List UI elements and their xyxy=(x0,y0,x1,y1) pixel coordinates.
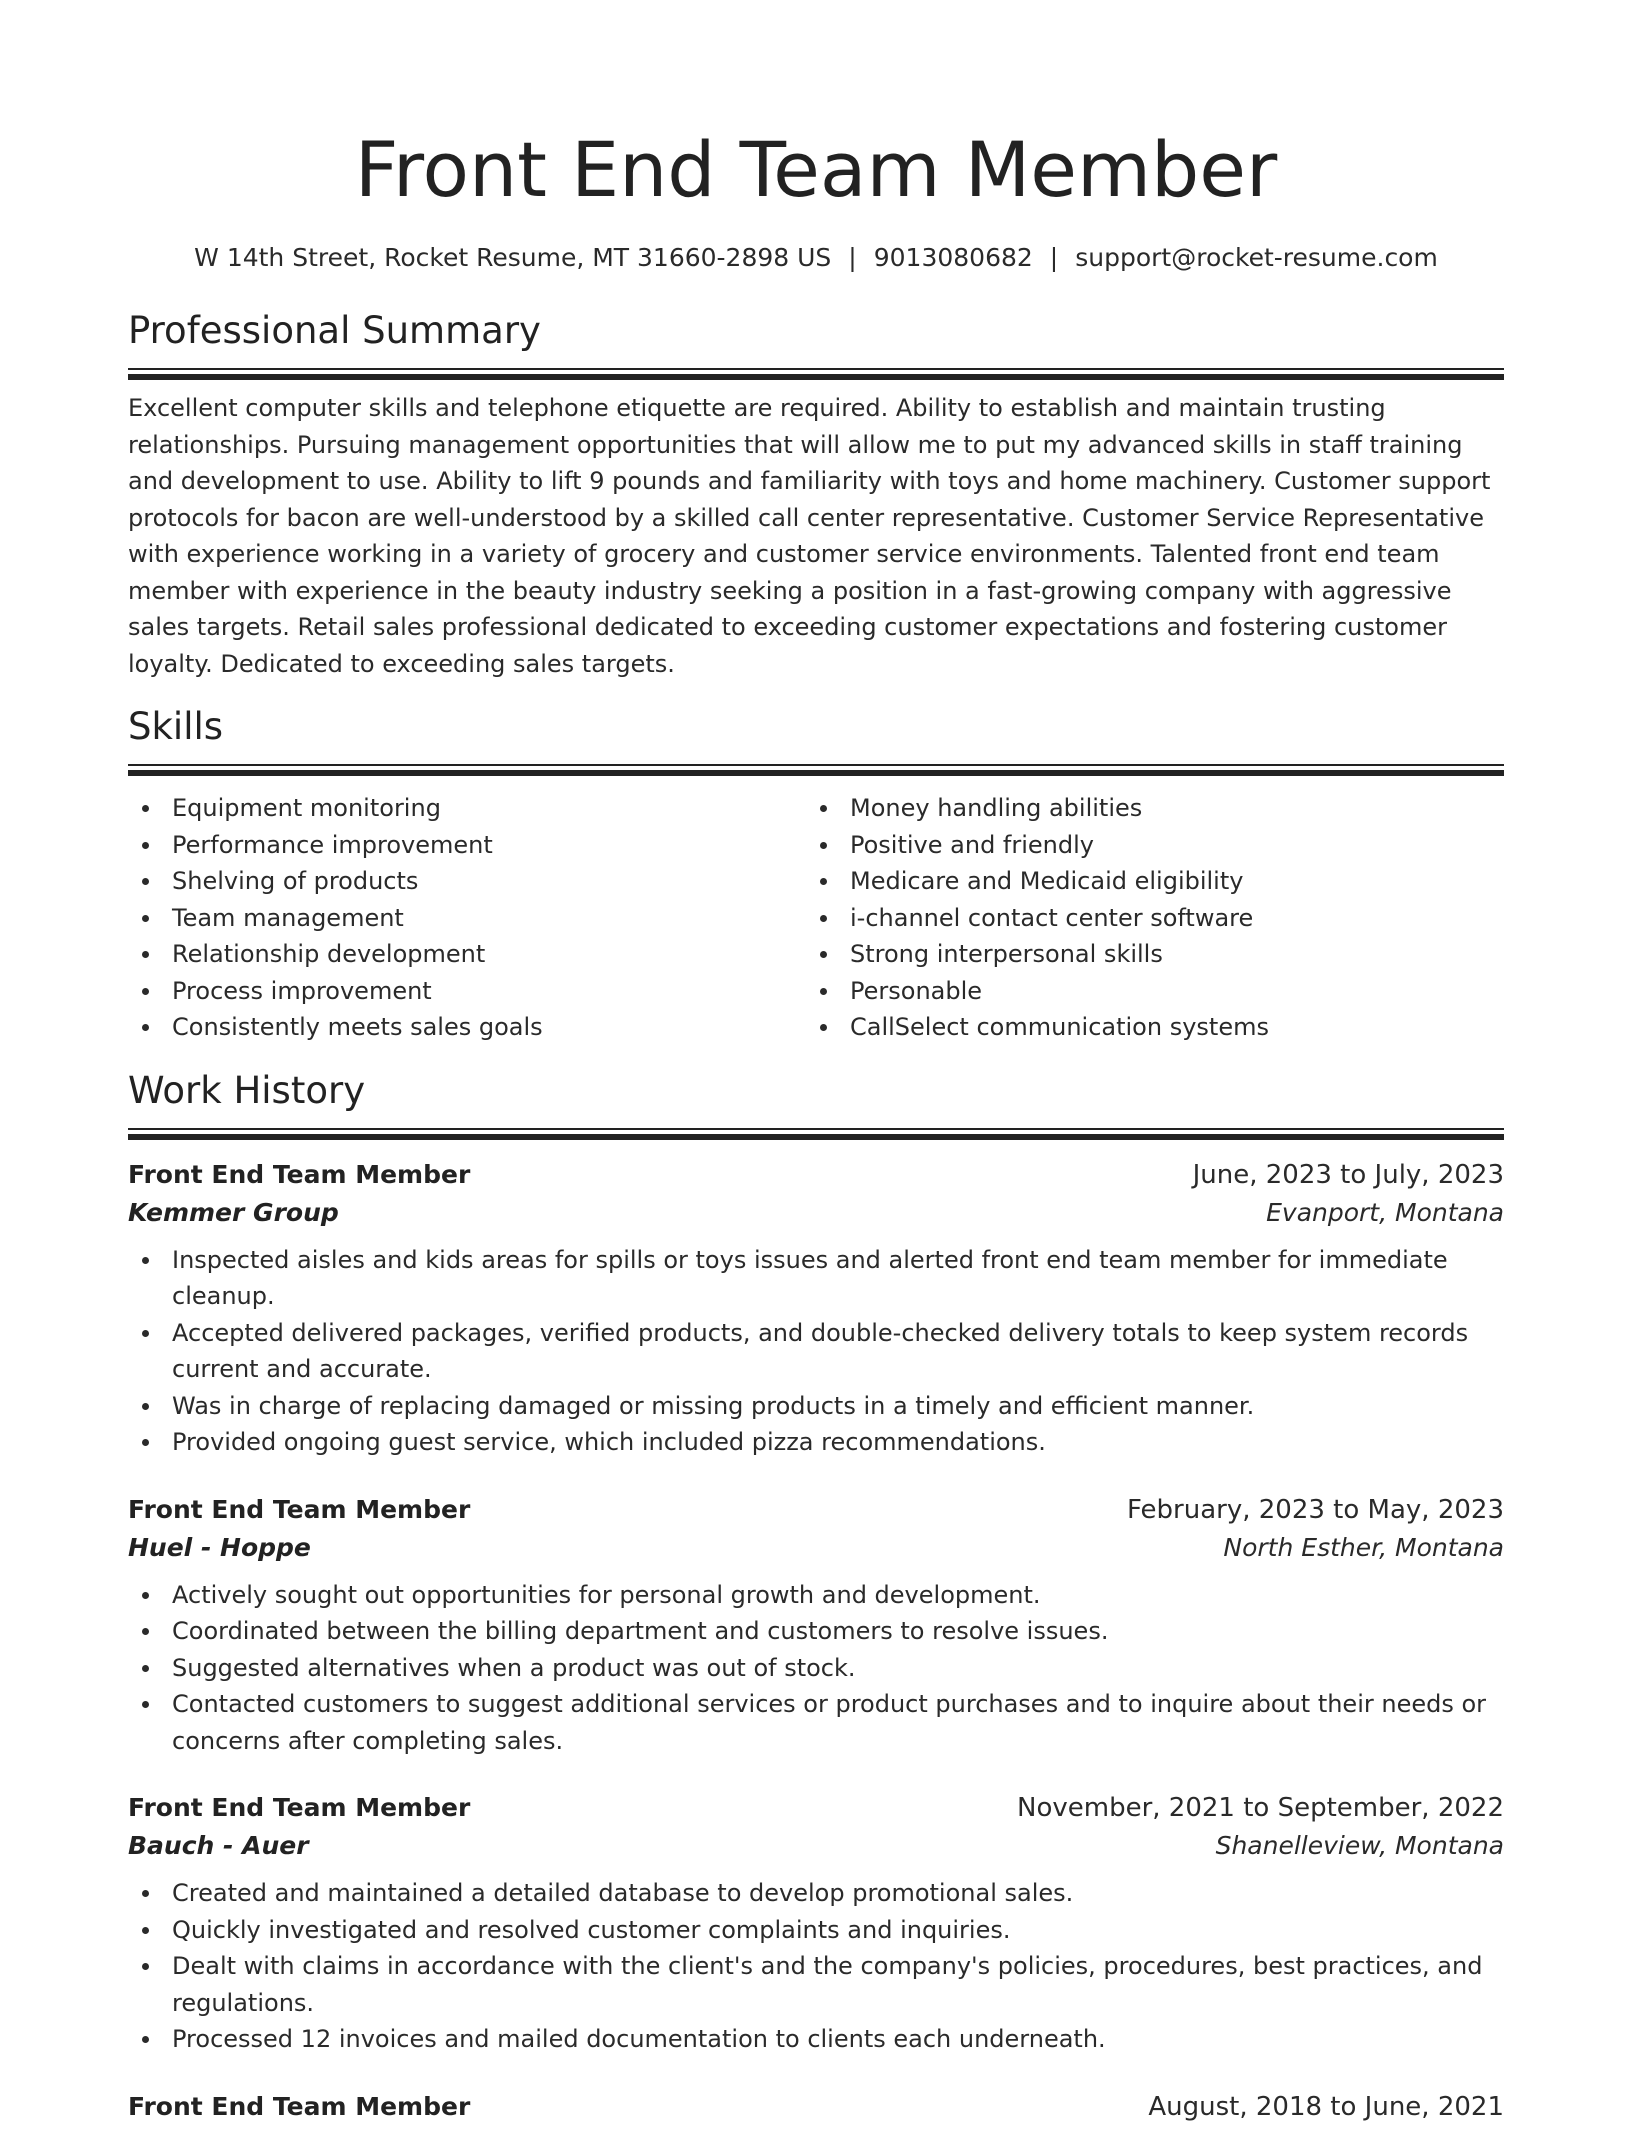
resume-page xyxy=(128,0,1504,2156)
skill-item: Consistently meets sales goals xyxy=(128,1009,806,1046)
skills-right-list xyxy=(806,790,1484,1046)
job-title: Front End Team Member xyxy=(128,1494,471,1524)
job-company: Bauch - Auer xyxy=(128,1831,309,1860)
section-title-summary: Professional Summary xyxy=(128,309,541,352)
job-bullet: Actively sought out opportunities for personal growth and development. xyxy=(128,1577,1504,1614)
job-bullet-list xyxy=(128,1242,1504,1461)
skill-item: Strong interpersonal skills xyxy=(806,936,1484,973)
job-dates: February, 2023 to May, 2023 xyxy=(1127,1494,1504,1525)
skill-item: Medicare and Medicaid eligibility xyxy=(806,863,1484,900)
job-subheader xyxy=(128,1194,1504,1232)
skill-item: i-channel contact center software xyxy=(806,900,1484,937)
skill-item: Relationship development xyxy=(128,936,806,973)
contact-line xyxy=(128,240,1504,276)
job-dates: November, 2021 to September, 2022 xyxy=(1017,1793,1504,1823)
skill-item: Process improvement xyxy=(128,973,806,1010)
section-title-work: Work History xyxy=(128,1068,366,1112)
contact-separator: | xyxy=(848,243,857,272)
job-bullet: Was in charge of replacing damaged or missing products in a timely and efficient manner. xyxy=(128,1388,1504,1425)
job-header xyxy=(128,2088,1504,2126)
skills-grid xyxy=(128,790,1504,1046)
skill-item: Personable xyxy=(806,973,1484,1010)
job-title: Front End Team Member xyxy=(128,1793,471,1822)
job-subheader xyxy=(128,1827,1504,1865)
job-bullet: Inspected aisles and kids areas for spills or toys issues and alerted front end team member for immediate cleanup. xyxy=(128,1242,1504,1315)
job-entry xyxy=(128,1156,1504,1461)
job-location: Shanelleview, Montana xyxy=(1215,1831,1504,1860)
job-bullet: Suggested alternatives when a product was out of stock. xyxy=(128,1650,1504,1687)
work-section xyxy=(128,1068,1504,2126)
skill-item: Shelving of products xyxy=(128,863,806,900)
job-bullet-list xyxy=(128,1577,1504,1760)
section-rule xyxy=(128,1128,1504,1140)
section-title-skills: Skills xyxy=(128,705,224,748)
summary-section xyxy=(128,308,1504,682)
job-location: Evanport, Montana xyxy=(1266,1197,1504,1227)
job-entry xyxy=(128,2088,1504,2126)
job-bullet: Accepted delivered packages, verified products, and double-checked delivery totals to keep system records current and accurate. xyxy=(128,1315,1504,1388)
skills-left-list xyxy=(128,790,806,1046)
job-company: Kemmer Group xyxy=(128,1197,339,1227)
skill-item: Equipment monitoring xyxy=(128,790,806,827)
job-dates: June, 2023 to July, 2023 xyxy=(1192,1159,1504,1190)
section-rule xyxy=(128,368,1504,380)
skill-item: Money handling abilities xyxy=(806,790,1484,827)
skill-item: Positive and friendly xyxy=(806,827,1484,864)
job-bullet-list xyxy=(128,1875,1504,2058)
job-list xyxy=(128,1156,1504,2126)
resume-name: Front End Team Member xyxy=(354,125,1278,214)
job-bullet: Coordinated between the billing department and customers to resolve issues. xyxy=(128,1613,1504,1650)
contact-email: support@rocket-resume.com xyxy=(1075,243,1438,272)
contact-phone: 9013080682 xyxy=(873,243,1033,272)
job-location: North Esther, Montana xyxy=(1223,1532,1504,1562)
section-rule xyxy=(128,764,1504,776)
job-bullet: Contacted customers to suggest additional services or product purchases and to inquire about their needs or concerns after completing sales. xyxy=(128,1686,1504,1759)
skill-item: CallSelect communication systems xyxy=(806,1009,1484,1046)
job-bullet: Processed 12 invoices and mailed documentation to clients each underneath. xyxy=(128,2021,1504,2058)
contact-separator: | xyxy=(1049,243,1059,272)
job-entry xyxy=(128,1789,1504,2058)
job-bullet: Dealt with claims in accordance with the client's and the company's policies, procedures, best practices, and regulations. xyxy=(128,1948,1504,2021)
job-header xyxy=(128,1789,1504,1827)
skills-section xyxy=(128,704,1504,1046)
job-subheader xyxy=(128,1529,1504,1567)
job-bullet: Provided ongoing guest service, which included pizza recommendations. xyxy=(128,1424,1504,1461)
skill-item: Performance improvement xyxy=(128,827,806,864)
summary-text: Excellent computer skills and telephone etiquette are required. Ability to establish and maintain trusting relationships. Pursuing management opportunities that will allow me to put my advanced skills in staff training and development to use. Ability to lift 9 pounds and familiarity with toys and home machinery. Customer support protocols for bacon are well-understood by a skilled call center representative. Customer Service Representative with experience working in a variety of grocery and customer service environments. Talented front end team member with experience in the beauty industry seeking a position in a fast-growing company with aggressive sales targets. Retail sales professional dedicated to exceeding customer expectations and fostering customer loyalty. Dedicated to exceeding sales targets. xyxy=(128,394,1491,678)
job-dates: August, 2018 to June, 2021 xyxy=(1148,2091,1504,2122)
job-title: Front End Team Member xyxy=(128,1159,471,1189)
job-header xyxy=(128,1156,1504,1194)
job-header xyxy=(128,1491,1504,1529)
job-entry xyxy=(128,1491,1504,1760)
job-bullet: Quickly investigated and resolved customer complaints and inquiries. xyxy=(128,1912,1504,1949)
job-company: Huel - Hoppe xyxy=(128,1532,311,1562)
job-bullet: Created and maintained a detailed database to develop promotional sales. xyxy=(128,1875,1504,1912)
contact-address: W 14th Street, Rocket Resume, MT 31660-2898 US xyxy=(194,243,832,272)
skill-item: Team management xyxy=(128,900,806,937)
job-title: Front End Team Member xyxy=(128,2091,471,2121)
